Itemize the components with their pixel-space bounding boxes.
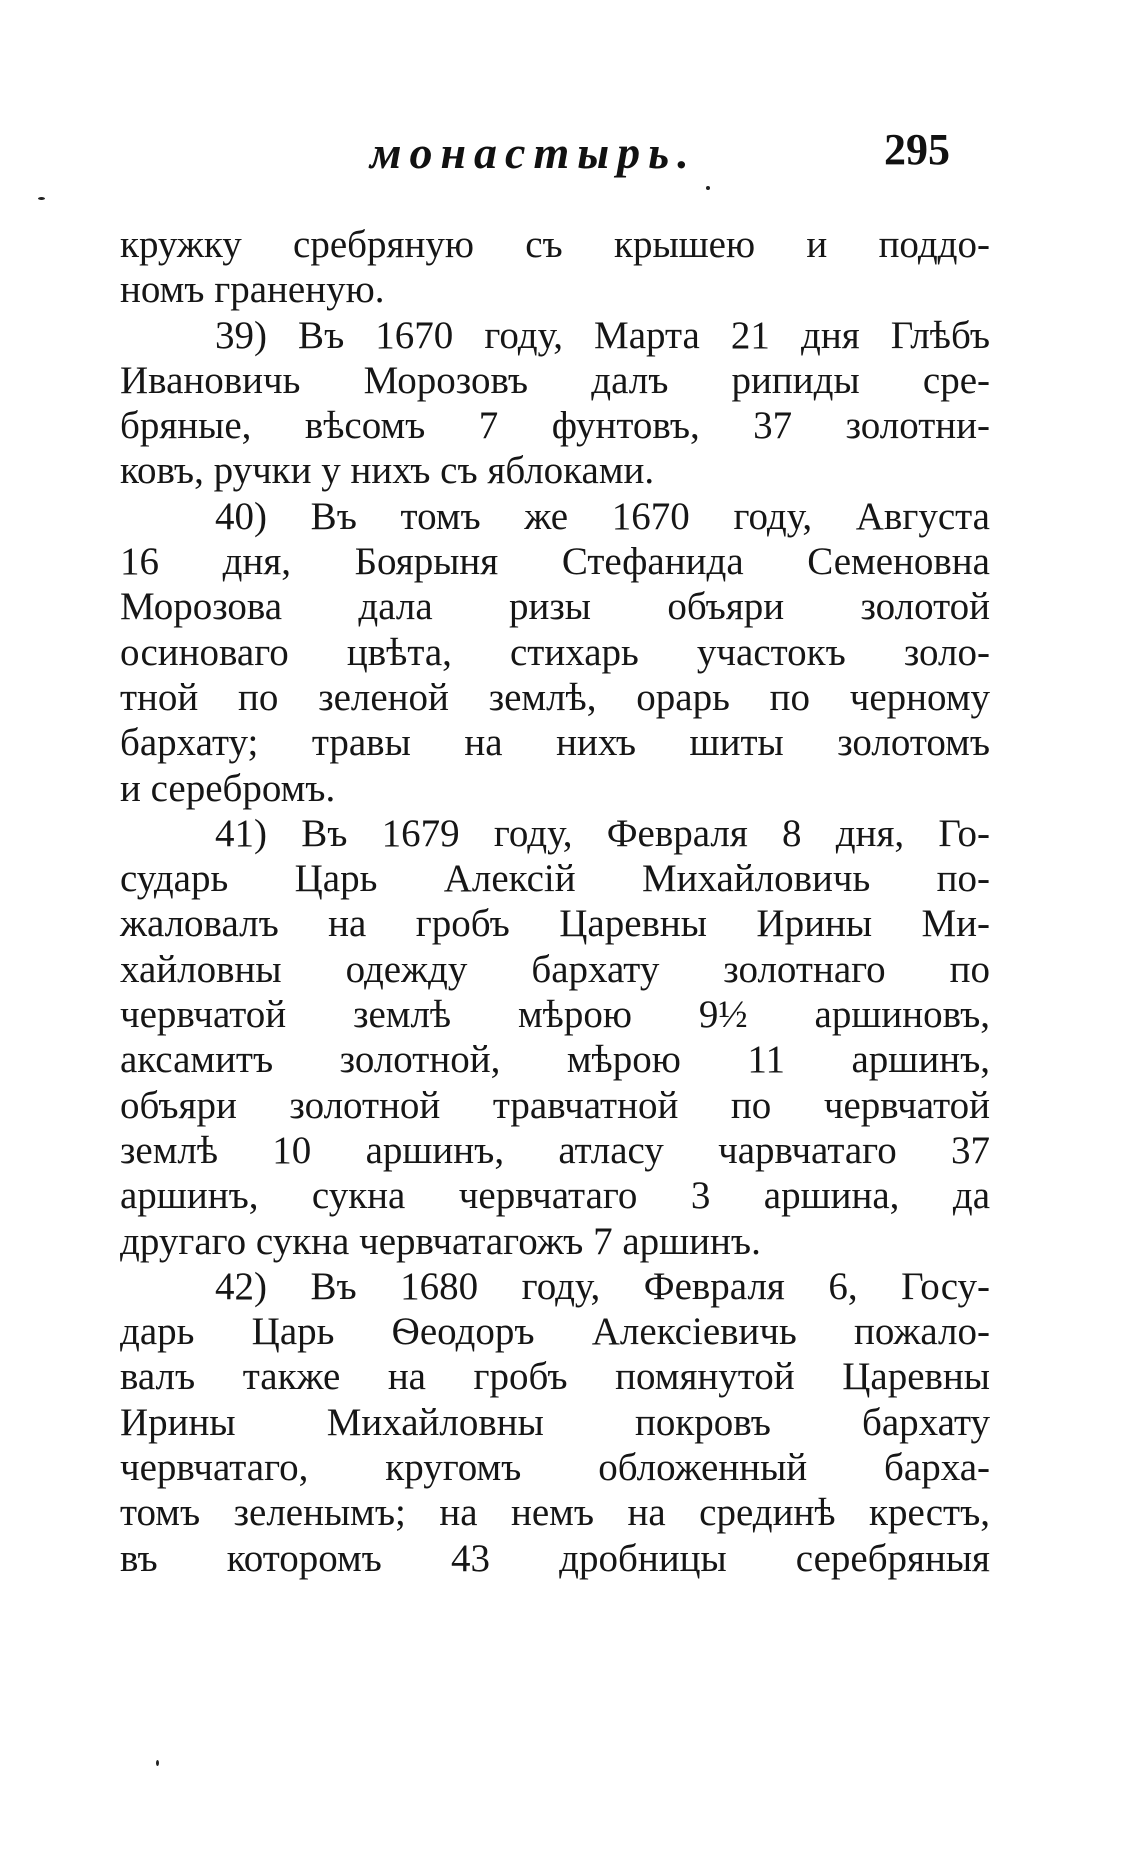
text-line: валъ также на гробъ помянутой Царевны	[120, 1355, 990, 1399]
text-line: Ивановичь Морозовъ далъ рипиды сре-	[120, 358, 990, 402]
text-line: 16 дня, Боярыня Стефанида Семеновна	[120, 540, 990, 584]
text-line: Ирины Михайловны покровъ бархату	[120, 1400, 990, 1444]
text-line: землѣ 10 аршинъ, атласу чарвчатаго 37	[120, 1128, 990, 1172]
text-line: Морозова дала ризы объяри золотой	[120, 585, 990, 629]
text-line: 42) Въ 1680 году, Февраля 6, Госу-	[215, 1264, 990, 1308]
text-line: осиноваго цвѣта, стихарь участокъ золо-	[120, 630, 990, 674]
page-header	[360, 118, 960, 198]
text-line: томъ зеленымъ; на немъ на срединѣ крестъ,	[120, 1491, 990, 1535]
text-line: бархату; травы на нихъ шиты золотомъ	[120, 721, 990, 765]
text-line: дарь Царь Ѳеодоръ Алексіевичь пожало-	[120, 1310, 990, 1354]
text-line: въ которомъ 43 дробницы серебряныя	[120, 1536, 990, 1580]
text-line: бряные, вѣсомъ 7 фунтовъ, 37 золотни-	[120, 404, 990, 448]
ink-speck	[38, 197, 45, 200]
text-line: червчатаго, кругомъ обложенный барха-	[120, 1446, 990, 1490]
text-line: 39) Въ 1670 году, Марта 21 дня Глѣбъ	[215, 313, 990, 357]
text-line: сударь Царь Алексій Михайловичь по-	[120, 857, 990, 901]
text-line: тной по зеленой землѣ, орарь по черному	[120, 675, 990, 719]
ink-speck	[156, 1760, 159, 1766]
ink-speck	[706, 186, 710, 190]
body-text	[120, 222, 990, 1581]
text-line: аршинъ, сукна червчатаго 3 аршина, да	[120, 1174, 990, 1218]
text-line: объяри золотной травчатной по червчатой	[120, 1083, 990, 1127]
text-line: номъ граненую.	[120, 268, 385, 312]
text-line: 41) Въ 1679 году, Февраля 8 дня, Го-	[215, 811, 990, 855]
text-line: другаго сукна червчатагожъ 7 аршинъ.	[120, 1219, 761, 1263]
text-line: хайловны одежду бархату золотнаго по	[120, 947, 990, 991]
page-number: 295	[884, 125, 950, 174]
text-line: жаловалъ на гробъ Царевны Ирины Ми-	[120, 902, 990, 946]
text-line: и серебромъ.	[120, 766, 336, 810]
text-line: ковъ, ручки у нихъ съ яблоками.	[120, 449, 655, 493]
running-title: монастырь.	[370, 127, 697, 178]
text-line: кружку сребряную съ крышею и поддо-	[120, 223, 990, 266]
text-line: 40) Въ томъ же 1670 году, Августа	[215, 494, 990, 538]
text-line: аксамитъ золотной, мѣрою 11 аршинъ,	[120, 1038, 990, 1082]
text-line: червчатой землѣ мѣрою 9½ аршиновъ,	[120, 993, 990, 1037]
